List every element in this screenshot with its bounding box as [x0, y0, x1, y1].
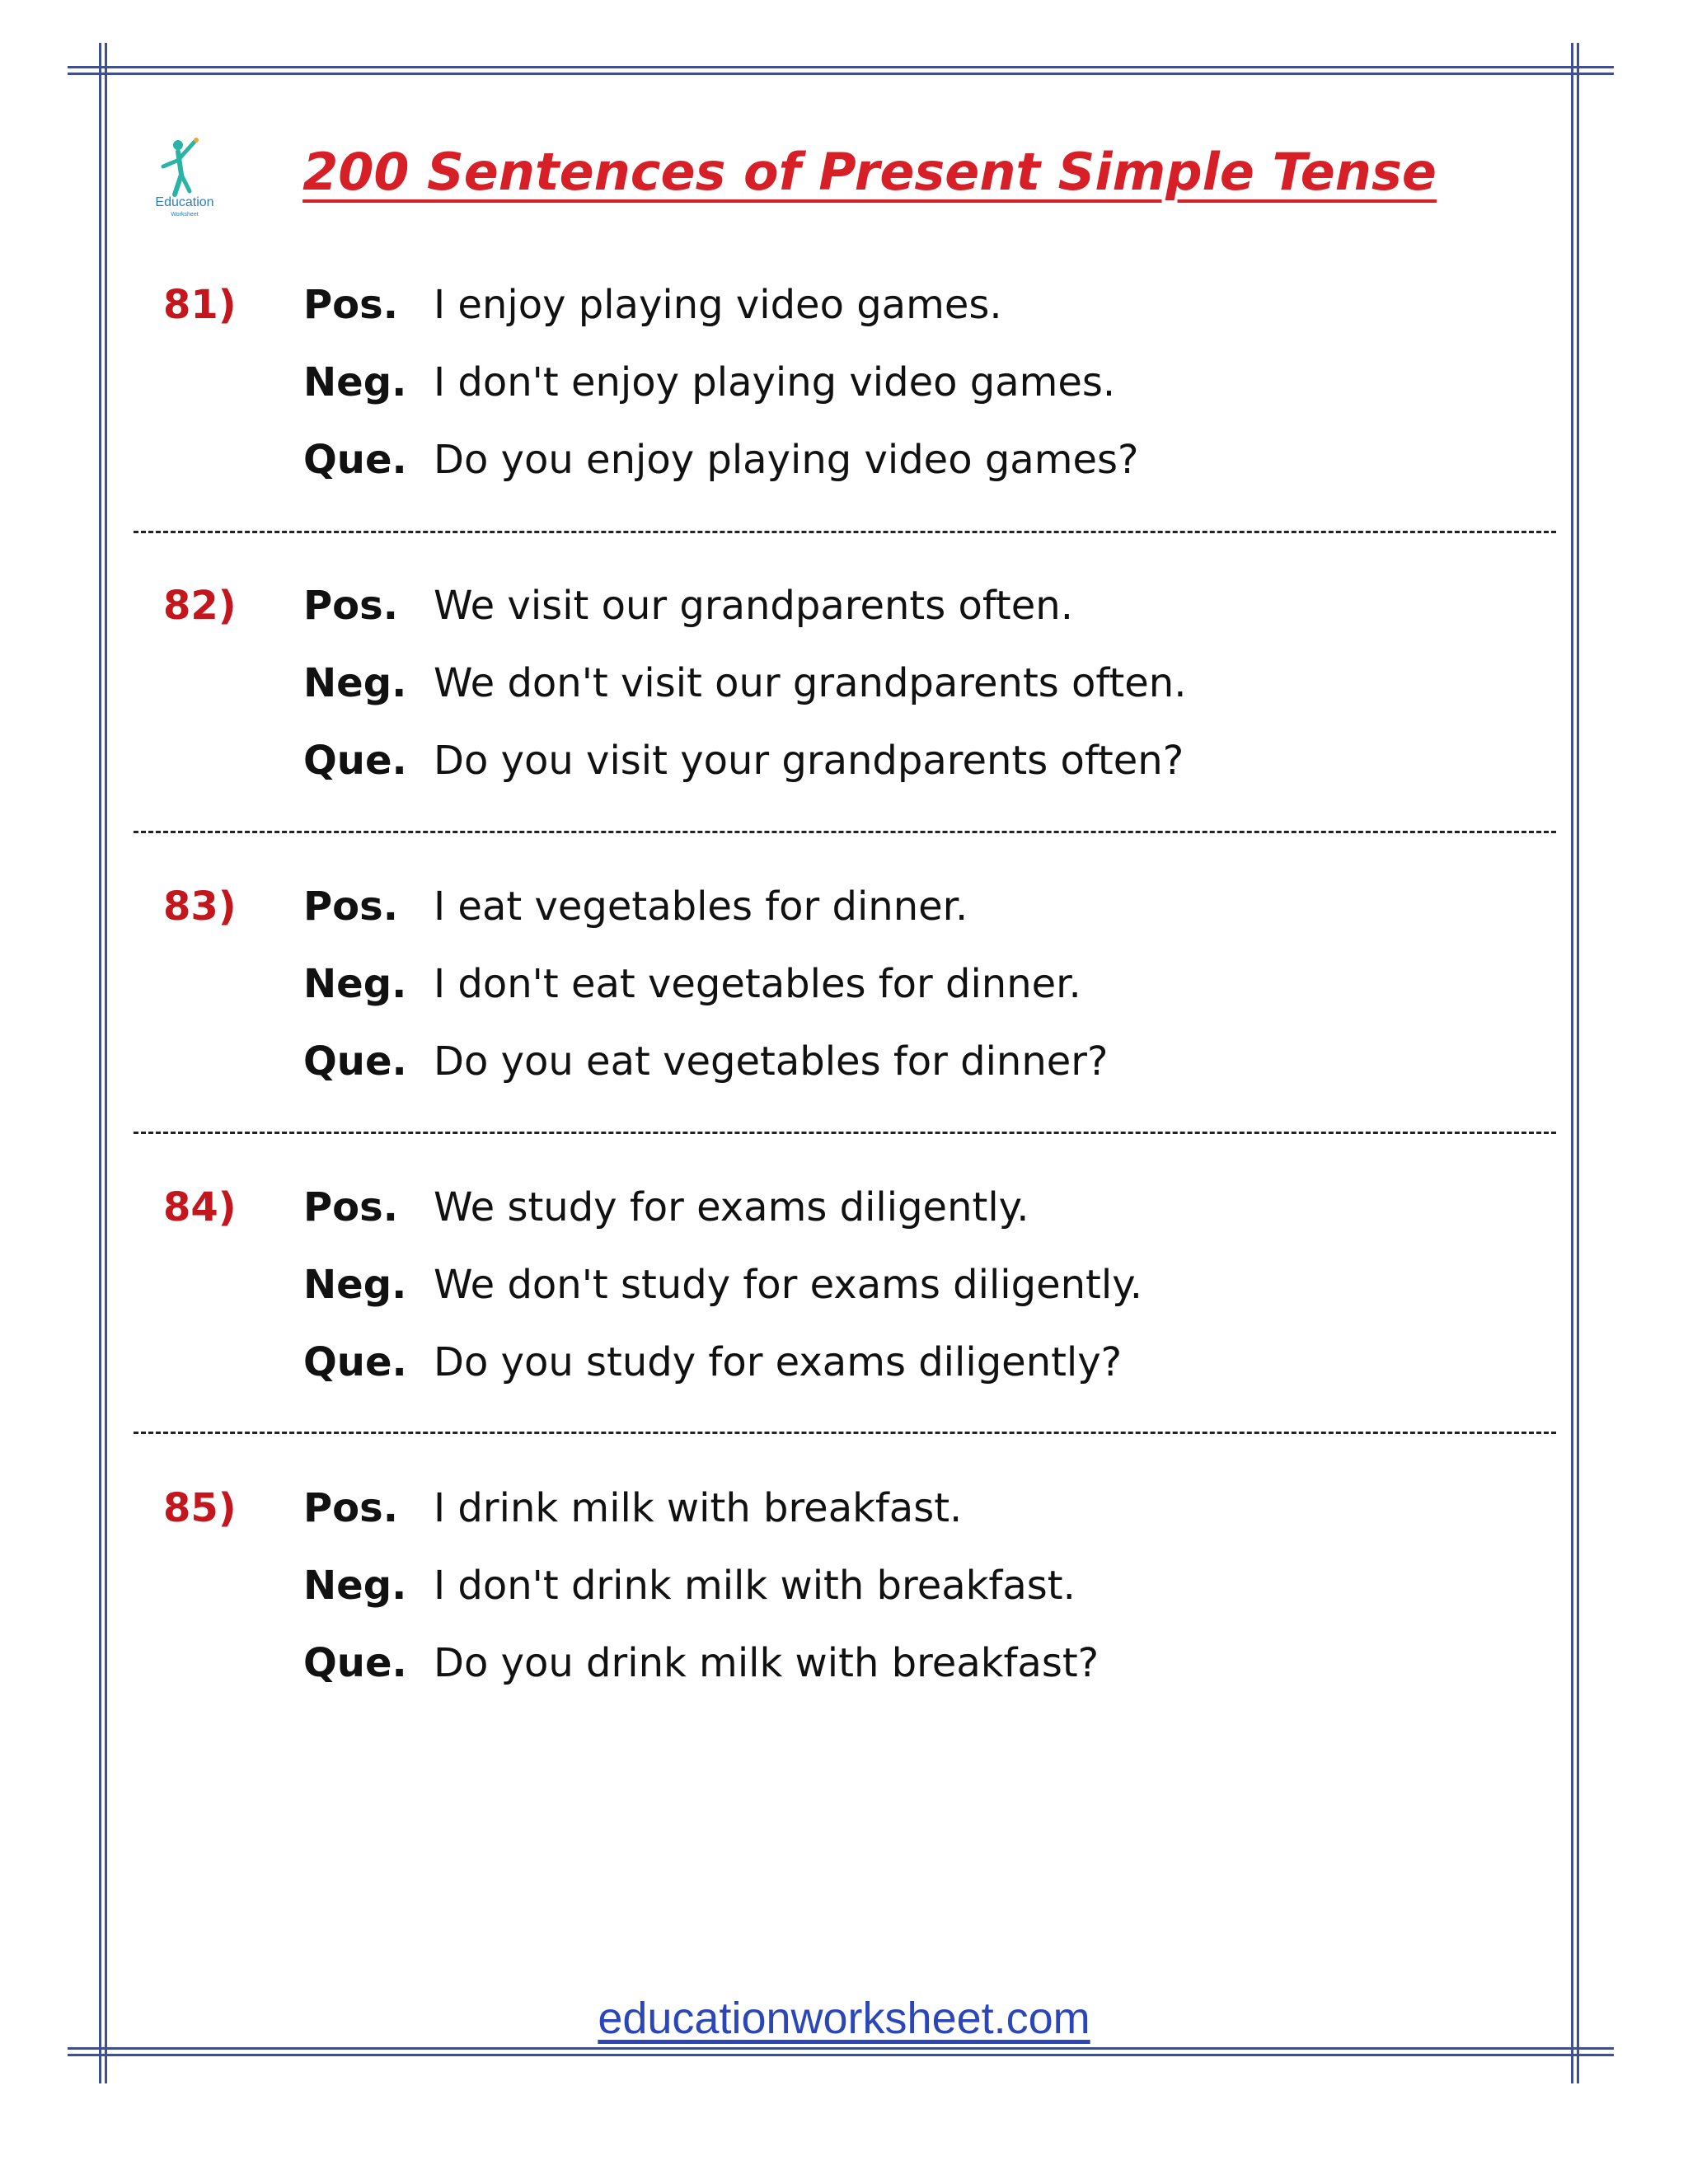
negative-sentence: I don't drink milk with breakfast.: [434, 1563, 1076, 1609]
positive-label: Pos.: [303, 883, 398, 930]
question-row: [0, 435, 1688, 485]
question-row: [0, 1638, 1688, 1688]
positive-row: [0, 882, 1688, 931]
positive-sentence: We study for exams diligently.: [434, 1184, 1029, 1230]
positive-sentence: I drink milk with breakfast.: [434, 1485, 963, 1531]
question-label: Que.: [303, 1339, 407, 1385]
sentence-group-85: [0, 1483, 1688, 1716]
question-label: Que.: [303, 738, 407, 784]
negative-label: Neg.: [303, 660, 407, 706]
positive-row: [0, 1483, 1688, 1533]
negative-sentence: I don't eat vegetables for dinner.: [434, 961, 1081, 1007]
negative-sentence: We don't study for exams diligently.: [434, 1262, 1143, 1308]
question-row: [0, 736, 1688, 785]
negative-row: [0, 1260, 1688, 1310]
item-number: 84): [163, 1184, 237, 1230]
item-number: 82): [163, 583, 237, 629]
positive-row: [0, 581, 1688, 630]
negative-row: [0, 358, 1688, 407]
question-row: [0, 1338, 1688, 1387]
positive-sentence: I enjoy playing video games.: [434, 282, 1002, 328]
negative-label: Neg.: [303, 359, 407, 405]
dashed-divider: [134, 831, 1556, 833]
positive-sentence: I eat vegetables for dinner.: [434, 883, 968, 930]
dashed-divider: [134, 531, 1556, 533]
question-sentence: Do you study for exams diligently?: [434, 1339, 1123, 1385]
negative-label: Neg.: [303, 1262, 407, 1308]
question-sentence: Do you drink milk with breakfast?: [434, 1640, 1100, 1686]
page-title: 200 Sentences of Present Simple Tense: [302, 142, 1437, 202]
website-link[interactable]: educationworksheet.com: [598, 1994, 1090, 2043]
question-sentence: Do you enjoy playing video games?: [434, 437, 1139, 483]
logo-text: Education: [155, 195, 214, 209]
sentence-group-82: [0, 581, 1688, 813]
dashed-divider: [134, 1132, 1556, 1134]
logo-subtext: Worksheet: [171, 212, 199, 218]
negative-sentence: I don't enjoy playing video games.: [434, 359, 1116, 405]
item-number: 81): [163, 282, 237, 328]
item-number: 85): [163, 1485, 237, 1531]
positive-label: Pos.: [303, 282, 398, 328]
negative-row: [0, 959, 1688, 1009]
negative-label: Neg.: [303, 961, 407, 1007]
negative-sentence: We don't visit our grandparents often.: [434, 660, 1187, 706]
positive-label: Pos.: [303, 1184, 398, 1230]
sentence-group-84: [0, 1183, 1688, 1415]
negative-row: [0, 658, 1688, 708]
question-row: [0, 1037, 1688, 1086]
dashed-divider: [134, 1432, 1556, 1434]
positive-sentence: We visit our grandparents often.: [434, 583, 1073, 629]
positive-label: Pos.: [303, 1485, 398, 1531]
question-label: Que.: [303, 1640, 407, 1686]
negative-row: [0, 1561, 1688, 1610]
question-label: Que.: [303, 437, 407, 483]
positive-label: Pos.: [303, 583, 398, 629]
item-number: 83): [163, 883, 237, 930]
question-label: Que.: [303, 1038, 407, 1085]
positive-row: [0, 1183, 1688, 1232]
question-sentence: Do you eat vegetables for dinner?: [434, 1038, 1109, 1085]
sentence-group-83: [0, 882, 1688, 1114]
sentence-group-81: [0, 280, 1688, 513]
negative-label: Neg.: [303, 1563, 407, 1609]
question-sentence: Do you visit your grandparents often?: [434, 738, 1184, 784]
positive-row: [0, 280, 1688, 330]
